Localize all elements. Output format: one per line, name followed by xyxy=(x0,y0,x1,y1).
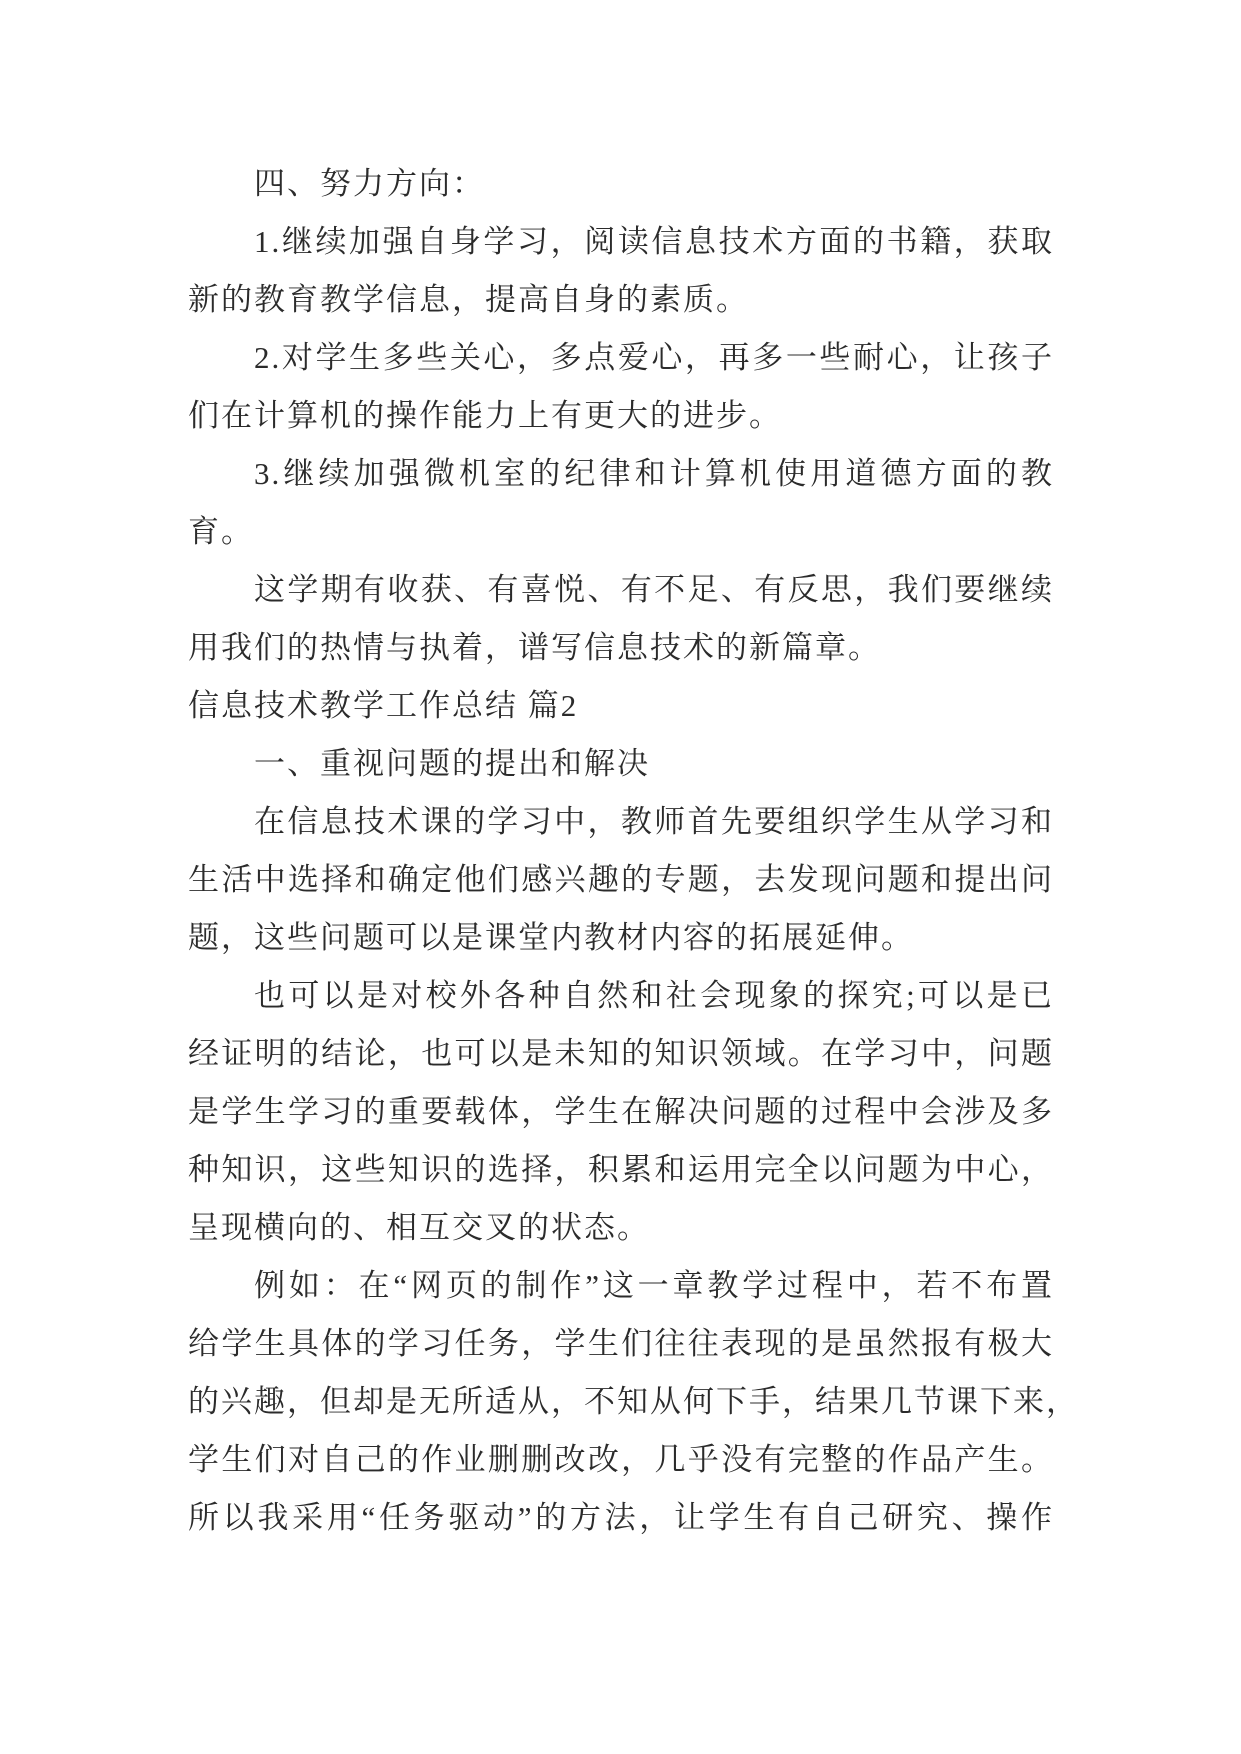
text-line: 信息技术教学工作总结 篇2 xyxy=(188,688,579,723)
text-line: 种知识，这些知识的选择，积累和运用完全以问题为中心， xyxy=(188,1152,1054,1187)
text-line: 呈现横向的、相互交叉的状态。 xyxy=(188,1210,650,1245)
text-line: 一、重视问题的提出和解决 xyxy=(254,746,650,781)
document-body xyxy=(188,155,1079,1547)
text-line: 题，这些问题可以是课堂内教材内容的拓展延伸。 xyxy=(188,920,914,955)
text-line: 经证明的结论，也可以是未知的知识领域。在学习中，问题 xyxy=(188,1036,1054,1071)
text-line: 新的教育教学信息，提高自身的素质。 xyxy=(188,282,749,317)
text-line: 1.继续加强自身学习，阅读信息技术方面的书籍，获取 xyxy=(254,224,1054,259)
text-line: 也可以是对校外各种自然和社会现象的探究;可以是已 xyxy=(254,978,1054,1013)
text-line: 用我们的热情与执着，谱写信息技术的新篇章。 xyxy=(188,630,881,665)
text-line: 所以我采用“任务驱动”的方法，让学生有自己研究、操作 xyxy=(188,1500,1054,1535)
text-line: 例如：在“网页的制作”这一章教学过程中，若不布置 xyxy=(254,1268,1054,1303)
text-line: 2.对学生多些关心，多点爱心，再多一些耐心，让孩子 xyxy=(254,340,1054,375)
text-line: 给学生具体的学习任务，学生们往往表现的是虽然报有极大 xyxy=(188,1326,1054,1361)
text-line: 四、努力方向： xyxy=(254,166,485,201)
text-line: 在信息技术课的学习中，教师首先要组织学生从学习和 xyxy=(254,804,1054,839)
text-line: 这学期有收获、有喜悦、有不足、有反思，我们要继续 xyxy=(254,572,1054,607)
text-line: 学生们对自己的作业删删改改，几乎没有完整的作品产生。 xyxy=(188,1442,1054,1477)
text-line: 的兴趣，但却是无所适从，不知从何下手，结果几节课下来， xyxy=(188,1384,1079,1419)
text-line: 们在计算机的操作能力上有更大的进步。 xyxy=(188,398,782,433)
text-line: 育。 xyxy=(188,514,254,549)
text-line: 是学生学习的重要载体，学生在解决问题的过程中会涉及多 xyxy=(188,1094,1054,1129)
text-line: 3.继续加强微机室的纪律和计算机使用道德方面的教 xyxy=(254,456,1054,491)
text-line: 生活中选择和确定他们感兴趣的专题，去发现问题和提出问 xyxy=(188,862,1054,897)
